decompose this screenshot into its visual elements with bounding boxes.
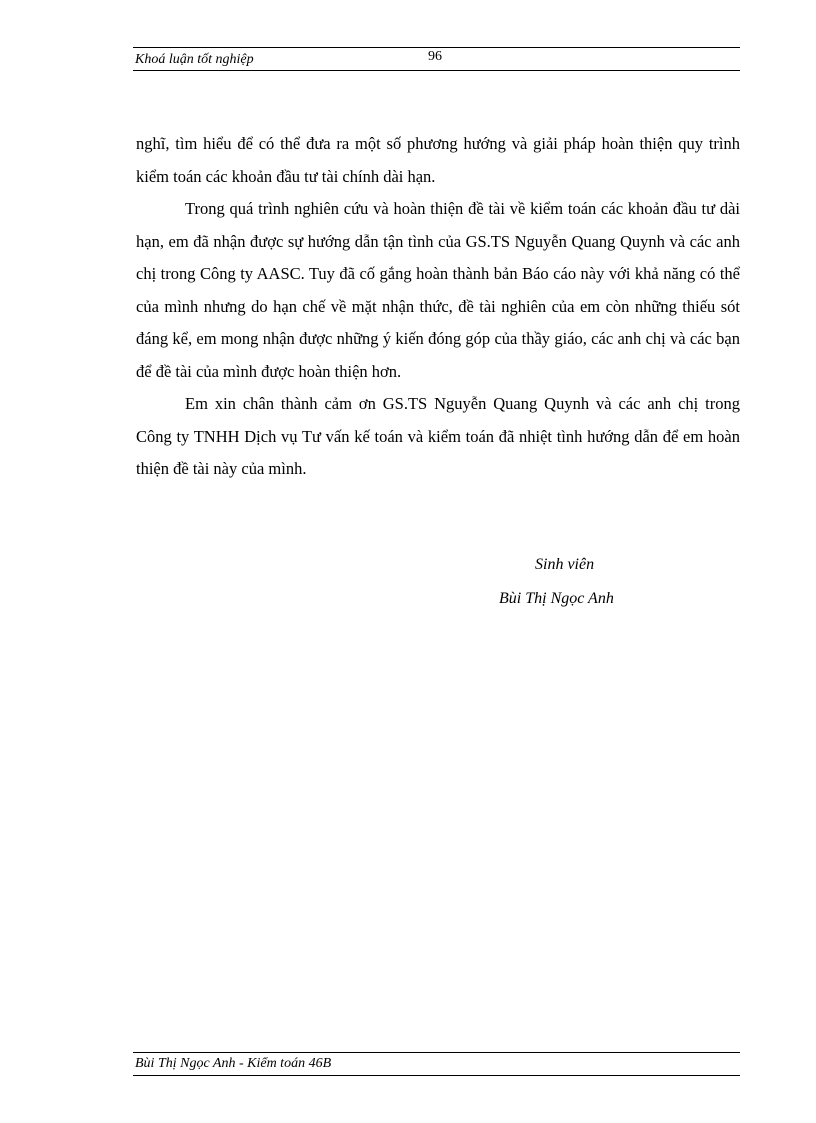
page-footer bbox=[133, 1052, 740, 1076]
footer-text: Bùi Thị Ngọc Anh - Kiểm toán 46B bbox=[135, 1056, 332, 1071]
page-header bbox=[133, 47, 740, 71]
page-number: 96 bbox=[428, 49, 442, 64]
signature-name: Bùi Thị Ngọc Anh bbox=[499, 590, 614, 607]
paragraph-research: Trong quá trình nghiên cứu và hoàn thiện đề tài về kiểm toán các khoản đầu tư dài hạn, em đã nhận được sự hướng dẫn tận tình của GS.TS Nguyễn Quang Quynh và các anh chị trong Công ty AASC. Tuy đã cố gắng hoàn thành bản Báo cáo này với khả năng có thể của mình nhưng do hạn chế về mặt nhận thức, đề tài nghiên của em còn những thiếu sót đáng kể, em mong nhận được những ý kiến đóng góp của thầy giáo, các anh chị và các bạn để đề tài của mình được hoàn thiện hơn. bbox=[136, 199, 740, 381]
paragraph-thanks: Em xin chân thành cảm ơn GS.TS Nguyễn Quang Quynh và các anh chị trong Công ty TNHH Dịch vụ Tư vấn kế toán và kiểm toán đã nhiệt tình hướng dẫn để em hoàn thiện đề tài này của mình. bbox=[136, 394, 740, 478]
header-title: Khoá luận tốt nghiệp bbox=[135, 52, 254, 67]
signature-role: Sinh viên bbox=[535, 556, 595, 573]
paragraph-continuation: nghĩ, tìm hiểu để có thể đưa ra một số phương hướng và giải pháp hoàn thiện quy trình kiểm toán các khoản đầu tư tài chính dài hạn. bbox=[136, 134, 740, 186]
body-text bbox=[136, 128, 740, 486]
